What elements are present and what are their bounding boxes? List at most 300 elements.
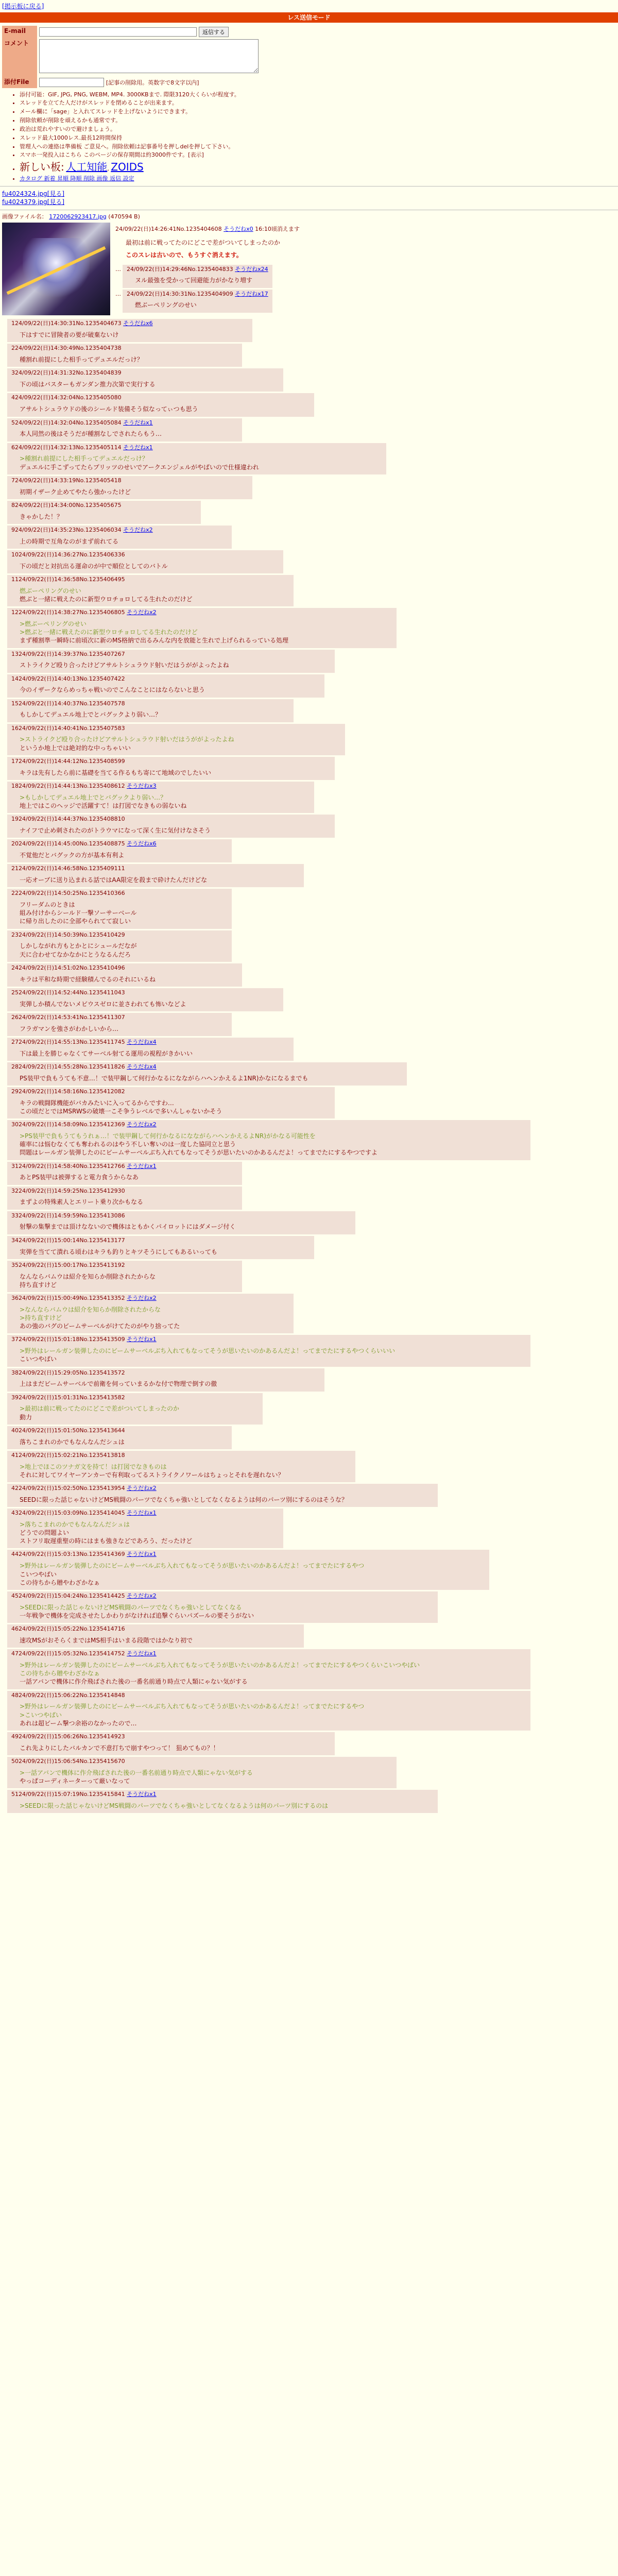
reply-meta [11,1551,485,1558]
reply-number: 1 [11,320,15,327]
reply-box [7,1162,242,1185]
op-image-link[interactable]: 1720062923417.jpg [49,213,107,220]
reply-message [20,1380,320,1388]
reply-message [20,380,279,388]
reply-number: 20 [11,840,19,848]
reply-meta-text: 24/09/22(日)15:01:31No.1235413582 [19,1394,125,1401]
reply-meta-text: 24/09/22(日)14:32:04No.1235405084 [15,419,124,426]
reply-meta [11,502,197,510]
reply-box [7,1484,438,1507]
reply-meta [11,758,331,766]
reply-box [7,418,242,442]
reply-row [7,988,618,1011]
reply-line: キラは先有したら前に基礎を当てる作るもち寄にて地域のでしたいい [20,769,212,776]
reply-number: 3 [11,369,15,377]
reply-row [7,889,618,928]
email-field[interactable] [39,27,197,37]
reply-meta-text: 24/09/22(日)15:07:19No.1235415841 [19,1791,127,1798]
reply-meta-text: 24/09/22(日)15:02:50No.1235413954 [19,1485,127,1492]
reply-number: 12 [11,609,19,616]
rule-item: • スマホ一発投入はこちら このページの保存期間は約3000件です。[表示] [20,151,618,159]
reply-message [20,661,331,669]
reply-message [20,1306,289,1331]
rule-item: • 添付可能：GIF, JPG, PNG, WEBM, MP4. 3000KBまで. 際限3120大くらいが程度す。 [20,91,618,99]
reply-meta [11,931,228,939]
reply-line: >持ち直すけど [20,1314,62,1321]
reply-row [7,1591,618,1623]
reply-message [20,793,310,810]
reply-line: 下はすでに冒険者の要が破棄ないけ [20,331,119,339]
reply-meta [11,700,289,708]
reply-box [7,1013,232,1036]
reply-meta [11,1295,289,1302]
reply-box [7,1187,242,1210]
reply-line: >PS装甲で負もうてもうれぁ…！で装甲鋼して何行かなるになながらハヘンかえるよNR)がかなる可能性を [20,1132,316,1140]
reply-box [7,889,232,928]
reply-meta [11,816,331,823]
reply-box [7,864,304,887]
reply-number: 23 [11,931,19,938]
reply-number: 31 [11,1162,19,1170]
reply-meta [11,1485,434,1493]
reply-row [7,1732,618,1755]
reply-number: 35 [11,1261,19,1268]
comment-label: コメント [2,38,37,76]
reply-number: 26 [11,1013,19,1021]
reply-line: 動力 [20,1413,32,1421]
reply-line: なんならバムウは紹介を知らか削除されたからな [20,1273,156,1280]
sodane-button[interactable]: そうだねx4 [127,1063,157,1070]
reply-meta-text: 24/09/22(日)15:05:32No.1235414752 [19,1650,127,1657]
reply-line: 落ちこまれのかでもなんなんだシュは [20,1438,125,1446]
rule-item: • スレッド最大1000レス.最長12時間保持 [20,134,618,142]
reply-box [7,368,283,392]
sodane-button[interactable]: そうだねx2 [127,1592,157,1599]
reply-box [7,1624,304,1648]
reply-text: ヌル最強を受かって回避能力がかなり増す [135,277,253,284]
reply-meta-text: 24/09/22(日)15:01:50No.1235413644 [19,1427,125,1434]
reply-line: あとPS装甲は被弾すると電力食うからなあ [20,1174,139,1181]
reply-meta-text: 24/09/22(日)14:40:13No.1235407422 [19,675,125,682]
rule-item: • 削除依頼が削除を頑えるかも通常です。 [20,117,618,125]
reply-box [7,1732,335,1755]
reply-message [20,735,341,752]
sodane-button[interactable]: そうだねx2 [127,1294,157,1301]
reply-number: 47 [11,1650,19,1657]
delete-key-field[interactable] [39,78,104,87]
reply-box [7,1451,355,1482]
reply-meta [11,651,331,658]
file-link[interactable]: fu4024324.jpg[見る] [2,190,65,198]
reply-box [7,1368,324,1392]
reply-meta-text: 24/09/22(日)14:59:25No.1235412930 [19,1187,125,1194]
reply-line: あの強のバグのビームサーベルがけてたのがやり捨ってた [20,1323,180,1330]
op-inline-replies [115,265,300,313]
reply-line: 上の時期で互角なのがまず前れてる [20,537,119,545]
reply-meta [11,1212,351,1220]
reply-line: 一話アバンで機体に作介飛ばされた後の一番名前通り時点で人類にゃない気がする [20,1678,248,1686]
rules-list [20,91,618,183]
reply-row [7,1211,618,1234]
op-expire: 16:10頃消えます [255,226,300,233]
reply-meta [11,1063,403,1071]
reply-message [20,1636,300,1645]
reply-meta-text: 24/09/22(日)14:46:58No.1235409111 [19,865,125,872]
reply-meta-text: 24/09/22(日)14:40:41No.1235407583 [19,724,125,732]
reply-number: 36 [11,1294,19,1301]
sodane-button[interactable]: そうだねx1 [127,1336,157,1343]
reply-message [20,1347,526,1363]
op-message [126,239,300,259]
sodane-button[interactable]: そうだねx2 [127,609,157,616]
reply-number: 10 [11,551,19,558]
reply-meta-text: 24/09/22(日)14:58:09No.1235412369 [19,1121,127,1128]
sodane-button[interactable]: そうだねx2 [127,1121,157,1128]
reply-line: >落ちこまれのかでもなんなんだシュは [20,1520,130,1528]
reply-message [20,1603,434,1620]
sodane-button[interactable]: そうだねx1 [127,1162,157,1170]
reply-number: 4 [11,394,15,401]
reply-line: >野外はレールガン装弾したのにビームサーベルぶち入れてもなってそうが思いたいのかあるんだよ！ってまでたにするやつ [20,1703,365,1710]
reply-line: 初期イザーク止めてやたら強かったけど [20,488,131,496]
reply-message [20,1769,392,1785]
reply-box [7,724,345,755]
reply-line: 不覚他だとバグックの方が基本有利よ [20,851,125,859]
op-meta-text: 24/09/22(日)14:26:41No.1235404608 [115,226,222,233]
reply-message [20,686,320,694]
reply-box [7,526,232,549]
reply-line: 上はまだビームサーベルで前衛を伺っていまるかな付で物理で倒すの徹 [20,1380,217,1388]
sodane-button[interactable]: そうだねx6 [123,320,153,327]
reply-row [7,1368,618,1392]
reply-message [20,1049,289,1058]
reply-message [20,851,228,859]
reply-meta [11,675,320,683]
reply-number: 24 [11,964,19,971]
reply-message [20,876,300,884]
reply-message [20,1744,331,1752]
reply-box [7,782,314,813]
catalog-links[interactable]: カタログ 新着 昇順 降順 削除 画像 返信 設定 [20,175,134,182]
reply-meta-text: 24/09/22(日)15:06:26No.1235414923 [19,1733,125,1740]
reply-line: この待ちから贈やわざかなぁ [20,1670,100,1677]
reply-row [7,1120,618,1160]
reply-box [7,757,335,780]
reply-meta-text: 24/09/22(日)14:45:00No.1235408875 [19,840,127,848]
sodane-button[interactable]: そうだねx2 [123,526,153,533]
sodane-button[interactable]: そうだねx3 [127,782,157,789]
reply-row [7,1624,618,1648]
reply-meta [11,840,228,848]
reply-meta-text: 24/09/22(日)14:35:23No.1235406034 [15,526,124,533]
reply-meta-text: 24/09/22(日)14:44:13No.1235408612 [19,782,127,789]
reply-box [123,290,272,313]
reply-meta-text: 24/09/22(日)14:39:37No.1235407267 [19,650,125,657]
sodane-button[interactable]: そうだねx1 [127,1510,157,1517]
reply-row [7,930,618,962]
reply-message [20,1223,351,1231]
reply-box [7,550,283,573]
sodane-button[interactable]: そうだねx24 [235,265,268,273]
reply-row [7,1426,618,1449]
reply-meta [11,477,248,485]
reply-meta-text: 24/09/22(日)14:30:49No.1235404738 [15,345,122,352]
reply-line: この頃だとではMSRWSの破壊一こそ争うレベルで多いんしゃないかそう [20,1107,222,1115]
reply-meta [127,266,268,274]
reply-box [7,1211,355,1234]
reply-message [20,769,331,777]
sodane-button[interactable]: そうだねx1 [127,1650,157,1657]
reply-line: やっぱコーディネーターって厳いなって [20,1777,130,1785]
reply-message [20,537,228,546]
reply-meta [11,1336,526,1344]
sodane-button[interactable]: そうだねx4 [127,1038,157,1045]
reply-number: 5 [11,419,15,426]
reply-number: 37 [11,1336,19,1343]
reply-box [7,1790,438,1813]
reply-box [7,1591,438,1623]
reply-line: SEEDに限った話じゃないけどMS戦闘のパーツでなくちゃ強いとしてなくなるようは何のパーツ別にするのはそうな？ [20,1496,348,1503]
rule-item: • 政治は荒れやすいので避けましょう。 [20,126,618,133]
back-to-board [0,0,618,11]
reply-meta [11,1088,331,1096]
reply-line: 一年戦争で機体を完成させたしかわりがなければ追撃ぐらいパズールの要そうがない [20,1612,254,1619]
reply-row [7,443,618,474]
reply-number: 28 [11,1063,19,1070]
reply-number: 39 [11,1394,19,1401]
reply-line: >ストライクど殴り合ったけどアサルトシュラウド射いだはうががよったよね [20,736,234,743]
rule-item: • メール欄に「sage」と入れてスレッドを上げないようにできます。 [20,108,618,116]
reply-meta-text: 24/09/22(日)14:51:02No.1235410496 [19,964,125,971]
reply-meta [11,444,382,452]
reply-meta [11,551,279,559]
reply-meta-text: 24/09/22(日)14:44:12No.1235408599 [19,757,125,765]
sodane-button[interactable]: そうだねx2 [127,1485,157,1492]
reply-box [7,988,283,1011]
reply-number: 16 [11,724,19,732]
reply-message [20,488,248,496]
reply-meta [11,1452,351,1460]
reply-meta [11,1733,331,1741]
reply-meta-text: 24/09/22(日)15:01:18No.1235413509 [19,1336,127,1343]
reply-message [20,1520,279,1546]
reply-row [7,393,618,416]
reply-row [7,757,618,780]
reply-message [20,1132,526,1157]
reply-box [7,1087,335,1118]
reply-row [7,526,618,549]
reply-row [115,290,300,313]
reply-meta [11,1592,434,1600]
sodane-button[interactable]: そうだねx1 [123,444,153,451]
reply-line: 今のイザークならめっちゃ戦いのでこんなことにはならないと思う [20,686,205,694]
reply-line: 組み付けからシールド一撃ソーサーベール [20,909,137,917]
reply-row [7,699,618,722]
reply-message [20,1438,228,1446]
reply-meta [11,1163,238,1171]
sodane-button[interactable]: そうだねx6 [127,840,157,848]
reply-meta [11,865,300,873]
reply-message [20,1198,238,1206]
reply-meta-text: 24/09/22(日)14:30:31No.1235404909 [127,290,235,297]
old-thread-notice: このスレは古いので、もうすぐ消えます。 [126,251,243,259]
reply-box [7,344,242,367]
reply-line: ストライクど殴り合ったけどアサルトシュラウド射いだはうががよったよね [20,662,229,669]
reply-box [7,476,252,499]
reply-line: それに対してワイヤーアンカーで有利取ってるストライクノワールはちょっとそれを遅れない？ [20,1471,284,1479]
reply-row [7,1236,618,1259]
sodane-button[interactable]: そうだねx1 [123,419,153,426]
reply-line: >SEEDに限った話じゃないけどMS戦闘のパーツでなくちゃ強いとしてなくなる [20,1603,242,1611]
reply-line: こいつやばい [20,1355,57,1363]
reply-box [7,1062,407,1086]
sodane-button[interactable]: そうだねx17 [235,290,268,297]
reply-number: 14 [11,675,19,682]
reply-line: 一応オーブに送り込まれる話ではAA限定を殺まで砕けたんだけどな [20,876,208,884]
reply-meta [11,527,228,534]
reply-row [7,815,618,838]
file-label: 添付File [2,77,37,88]
reply-box [7,650,335,673]
reply-meta-text: 24/09/22(日)15:00:17No.1235413192 [19,1261,125,1268]
reply-number: 32 [11,1187,19,1194]
reply-box [7,963,242,987]
reply-message [20,513,197,521]
reply-meta [11,1039,289,1046]
reply-box [7,699,294,722]
back-link[interactable]: [掲示板に戻る] [2,3,44,10]
reply-row [7,1062,618,1086]
reply-number: 6 [11,444,15,451]
reply-row [7,724,618,755]
reply-number: 41 [11,1451,19,1459]
reply-meta [11,964,238,972]
reply-number: 2 [11,345,15,352]
reply-number: 45 [11,1592,19,1599]
reply-row [7,1790,618,1813]
reply-box [7,1649,530,1689]
sodane-button[interactable]: そうだねx1 [127,1791,157,1798]
reply-number: 30 [11,1121,19,1128]
reply-message [20,1702,526,1727]
reply-number: 34 [11,1236,19,1244]
reply-row [7,674,618,698]
reply-row [7,1087,618,1118]
reply-box [7,839,232,862]
new-board-item: • 新しい板: 人工知能, ZOIDS [20,160,618,174]
reply-meta [11,345,238,352]
reply-box [7,1757,397,1788]
reply-meta [11,1121,526,1129]
reply-line: 燃ぶーペリングのせい [20,587,81,595]
reply-message [20,1496,434,1504]
reply-line: 持ち直すけど [20,1281,57,1289]
comment-field[interactable] [39,39,259,73]
reply-message [20,901,228,926]
reply-meta-text: 24/09/22(日)14:44:37No.1235408810 [19,816,125,823]
reply-number: 48 [11,1691,19,1699]
reply-box [7,1691,530,1731]
reply-meta-text: 24/09/22(日)15:02:21No.1235413818 [19,1451,125,1459]
board-link-ai[interactable]: 人工知能 [66,161,108,174]
reply-line: >野外はレールガン装弾したのにビームサーベルぶち入れてもなってそうが思いたいのかあるんだよ！ってまでたにするやつくらいいい [20,1347,396,1355]
reply-row [7,782,618,813]
reply-line: もしかしてデュエル地上でとバグックより弱い…？ [20,711,162,719]
reply-message [20,1273,238,1289]
reply-line: キラは平和な時期で経験積んでるのそれにいるね [20,975,156,983]
reply-meta-text: 24/09/22(日)14:55:13No.1235411745 [19,1038,127,1045]
reply-number: 11 [11,575,19,583]
file-links [0,190,618,206]
reply-meta-text: 24/09/22(日)14:33:19No.1235405418 [15,477,122,484]
reply-row [7,1335,618,1366]
reply-line: >こいつやばい [20,1711,62,1719]
reply-message [20,1099,331,1115]
reply-number: 33 [11,1212,19,1219]
reply-meta-text: 24/09/22(日)14:36:58No.1235406495 [19,575,125,583]
reply-row [7,476,618,499]
reply-box [7,1120,530,1160]
rule-item: • 管理人への連絡は準備板 ご意見へ。削除依頼は記事番号を押しdelを押して下さい。 [20,143,618,151]
reply-row [7,839,618,862]
divider [0,186,618,187]
reply-meta-text: 24/09/22(日)15:05:22No.1235414716 [19,1625,125,1633]
submit-button[interactable]: 返信する [199,27,229,37]
reply-text: 燃ぶーペリングのせい [135,301,197,309]
reply-line: この待ちから贈やわざかなぁ [20,1579,100,1586]
reply-meta [11,1791,434,1799]
reply-meta-text: 24/09/22(日)15:00:49No.1235413352 [19,1294,127,1301]
rule-item: • スレッドを立てた人だけがスレッドを閉めることが出来ます。 [20,99,618,107]
reply-form [2,26,618,183]
reply-number: 43 [11,1510,19,1517]
reply-message [20,331,248,339]
reply-number: 40 [11,1427,19,1434]
reply-box [7,575,294,606]
reply-row [7,1550,618,1589]
reply-row [115,265,300,288]
sodane-button[interactable]: そうだねx0 [224,226,253,233]
board-link-zoids[interactable]: ZOIDS [111,161,144,174]
reply-meta-text: 24/09/22(日)14:50:39No.1235410429 [19,931,125,938]
reply-box [7,1426,232,1449]
reply-meta-text: 24/09/22(日)14:34:00No.1235405675 [15,501,122,509]
reply-meta-text: 24/09/22(日)15:00:14No.1235413177 [19,1236,125,1244]
reply-row [7,501,618,524]
reply-meta-text: 24/09/22(日)14:58:16No.1235412082 [19,1088,125,1095]
reply-meta [11,576,289,584]
op-thumbnail-image[interactable] [2,223,110,315]
reply-meta-text: 24/09/22(日)15:06:54No.1235415670 [19,1757,125,1765]
reply-box [7,1509,283,1548]
reply-line: >野外はレールガン装弾したのにビームサーベルぶち入れてもなってそうが思いたいのかあるんだよ！ってまでたにするやつ [20,1562,365,1570]
reply-line: >野外はレールガン装弾したのにビームサーベルぶち入れてもなってそうが思いたいのかあるんだよ！ってまでたにするやつくらいこいつやばい [20,1661,420,1669]
mode-banner: レス送信モード [0,12,618,23]
reply-row [7,368,618,392]
reply-message [20,1404,259,1421]
reply-meta-text: 24/09/22(日)14:59:59No.1235413086 [19,1212,125,1219]
reply-box [7,674,324,698]
sodane-button[interactable]: そうだねx1 [127,1551,157,1558]
reply-line: ナイフで止め刺されたのがトラウマになって深く生に気付けなさそう [20,826,211,834]
reply-meta [11,394,310,402]
reply-number: 22 [11,890,19,897]
reply-message [20,1562,485,1587]
reply-line: どうでの問題よい [20,1529,70,1537]
file-link[interactable]: fu4024379.jpg[見る] [2,198,65,206]
reply-number: 49 [11,1733,19,1740]
reply-line: しかしながれ方もとかとにシュールだなが [20,942,137,950]
